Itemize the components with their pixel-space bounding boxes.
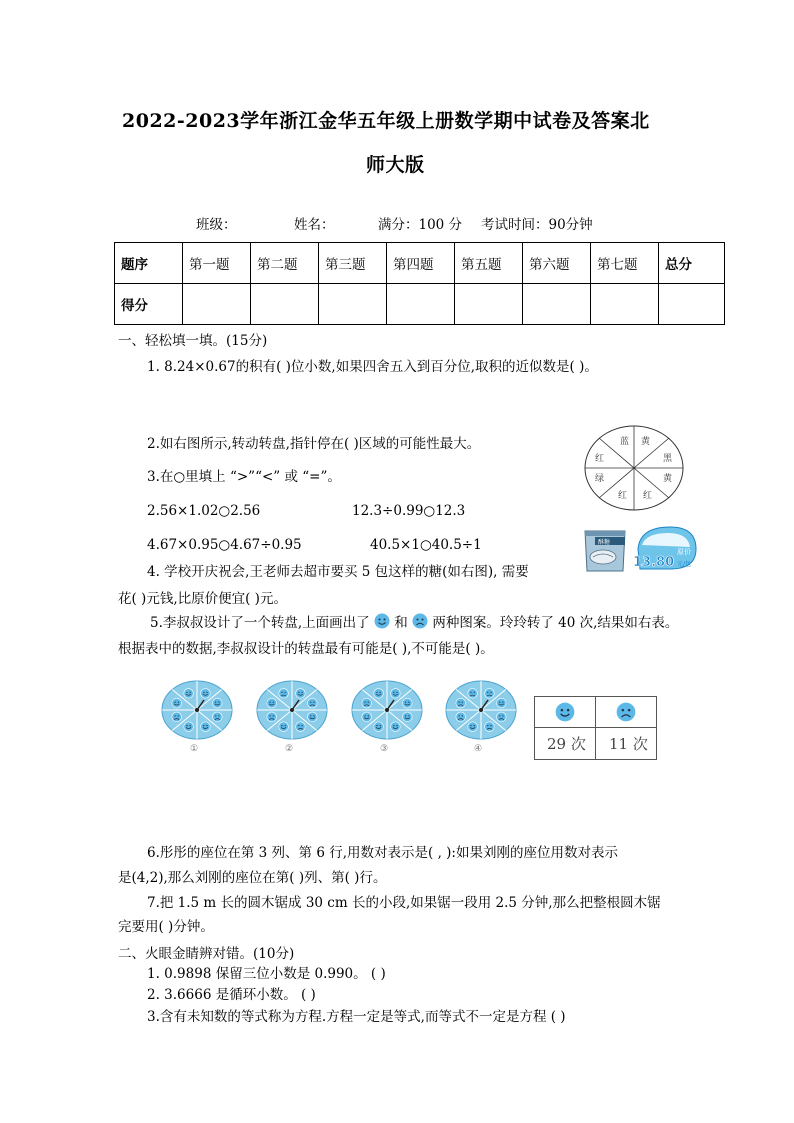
score-table — [114, 242, 725, 325]
header-cell: 第三题 — [319, 243, 387, 284]
sad-face-icon — [616, 702, 636, 722]
tf-question-1: 1. 0.9898 保留三位小数是 0.990。 ( ) — [147, 966, 386, 982]
score-input-cell[interactable] — [251, 284, 319, 325]
section1-heading: 一、轻松填一填。(15分) — [118, 333, 268, 349]
question-1: 1. 8.24×0.67的积有( )位小数,如果四舍五入到百分位,取积的近似数是( )。 — [147, 359, 598, 375]
question-3: 3.在○里填上 “>”“<” 或 “=”。 — [147, 469, 341, 485]
wheel-label: 黄 — [641, 437, 651, 447]
candy-bag-image — [581, 527, 629, 573]
happy-face-icon — [374, 613, 390, 629]
score-input-cell[interactable] — [659, 284, 725, 325]
spinner-label: ② — [285, 744, 294, 754]
q5-part2: 两种图案。玲玲转了 40 次,结果如右表。 — [432, 615, 679, 631]
wheel-label: 红 — [643, 491, 653, 501]
score-input-cell[interactable] — [319, 284, 387, 325]
score-table-header-row — [115, 243, 725, 284]
question-3a: 2.56×1.02○2.56 — [147, 503, 261, 519]
header-cell: 第二题 — [251, 243, 319, 284]
spinner-label: ④ — [474, 744, 483, 754]
spinner-label: ① — [190, 744, 199, 754]
class-label: 班级： — [196, 217, 237, 233]
price-tag-image — [630, 523, 702, 573]
score-row-label: 得分 — [115, 284, 183, 325]
header-cell: 第七题 — [591, 243, 659, 284]
score-table-score-row — [115, 284, 725, 325]
question-3b: 12.3÷0.99○12.3 — [352, 503, 466, 519]
question-6-line1: 6.彤彤的座位在第 3 列、第 6 行,用数对表示是( , ):如果刘刚的座位用数对表示 — [147, 845, 618, 861]
q5-part1: 5.李叔叔设计了一个转盘,上面画出了 — [150, 615, 370, 631]
score-input-cell[interactable] — [591, 284, 659, 325]
header-cell: 题序 — [115, 243, 183, 284]
price-unit: 元/包 — [677, 561, 692, 568]
question-5-line2: 根据表中的数据,李叔叔设计的转盘最有可能是( ),不可能是( )。 — [118, 641, 494, 657]
sad-face-icon — [412, 613, 428, 629]
exam-time-label: 考试时间：90分钟 — [481, 217, 593, 233]
doc-title-line1: 2022-2023学年浙江金华五年级上册数学期中试卷及答案北 — [122, 110, 650, 132]
question-3c: 4.67×0.95○4.67÷0.95 — [147, 537, 302, 553]
wheel-label: 红 — [618, 491, 628, 501]
question-4-line2: 花( )元钱,比原价便宜( )元。 — [118, 591, 287, 607]
happy-count: 29 次 — [547, 735, 586, 753]
header-cell: 第六题 — [523, 243, 591, 284]
question-3d: 40.5×1○40.5÷1 — [370, 537, 482, 553]
wheel-label: 绿 — [595, 474, 605, 484]
tf-question-3: 3.含有未知数的等式称为方程.方程一定是等式,而等式不一定是方程 ( ) — [147, 1009, 566, 1025]
section2-heading: 二、火眼金睛辨对错。(10分) — [118, 946, 295, 962]
score-input-cell[interactable] — [523, 284, 591, 325]
candy-bag-label: 酥糖 — [598, 539, 611, 546]
happy-face-icon — [555, 702, 575, 722]
question-7-line2: 完要用( )分钟。 — [118, 919, 214, 935]
tf-question-2: 2. 3.6666 是循环小数。 ( ) — [147, 987, 316, 1003]
score-input-cell[interactable] — [387, 284, 455, 325]
score-input-cell[interactable] — [455, 284, 523, 325]
spinner-label: ③ — [380, 744, 389, 754]
full-score-label: 满分：100 分 — [378, 217, 463, 233]
score-input-cell[interactable] — [183, 284, 251, 325]
question-6-line2: 是(4,2),那么刘刚的座位在第( )列、第( )行。 — [118, 870, 387, 886]
wheel-label: 红 — [595, 454, 605, 464]
question-2: 2.如右图所示,转动转盘,指针停在( )区域的可能性最大。 — [147, 436, 481, 452]
question-4-line1: 4. 学校开庆祝会,王老师去超市要买 5 包这样的糖(如右图), 需要 — [147, 564, 529, 580]
doc-title-line2: 师大版 — [366, 154, 425, 176]
header-cell: 第一题 — [183, 243, 251, 284]
price-value: 13.80 — [633, 555, 675, 570]
q5-and: 和 — [394, 615, 408, 631]
question-5-line1 — [150, 613, 678, 633]
wheel-label: 黄 — [663, 474, 673, 484]
wheel-label: 蓝 — [620, 437, 630, 447]
wheel-label: 黑 — [663, 454, 673, 464]
result-table — [534, 696, 657, 760]
sad-count: 11 次 — [609, 735, 648, 753]
original-price-label: 原价 — [677, 548, 691, 556]
name-label: 姓名： — [294, 217, 335, 233]
header-cell: 总分 — [659, 243, 725, 284]
question-7-line1: 7.把 1.5 m 长的圆木锯成 30 cm 长的小段,如果锯一段用 2.5 分钟,那么把整根圆木锯 — [147, 895, 661, 911]
header-cell: 第五题 — [455, 243, 523, 284]
color-wheel-figure — [583, 424, 685, 512]
header-cell: 第四题 — [387, 243, 455, 284]
